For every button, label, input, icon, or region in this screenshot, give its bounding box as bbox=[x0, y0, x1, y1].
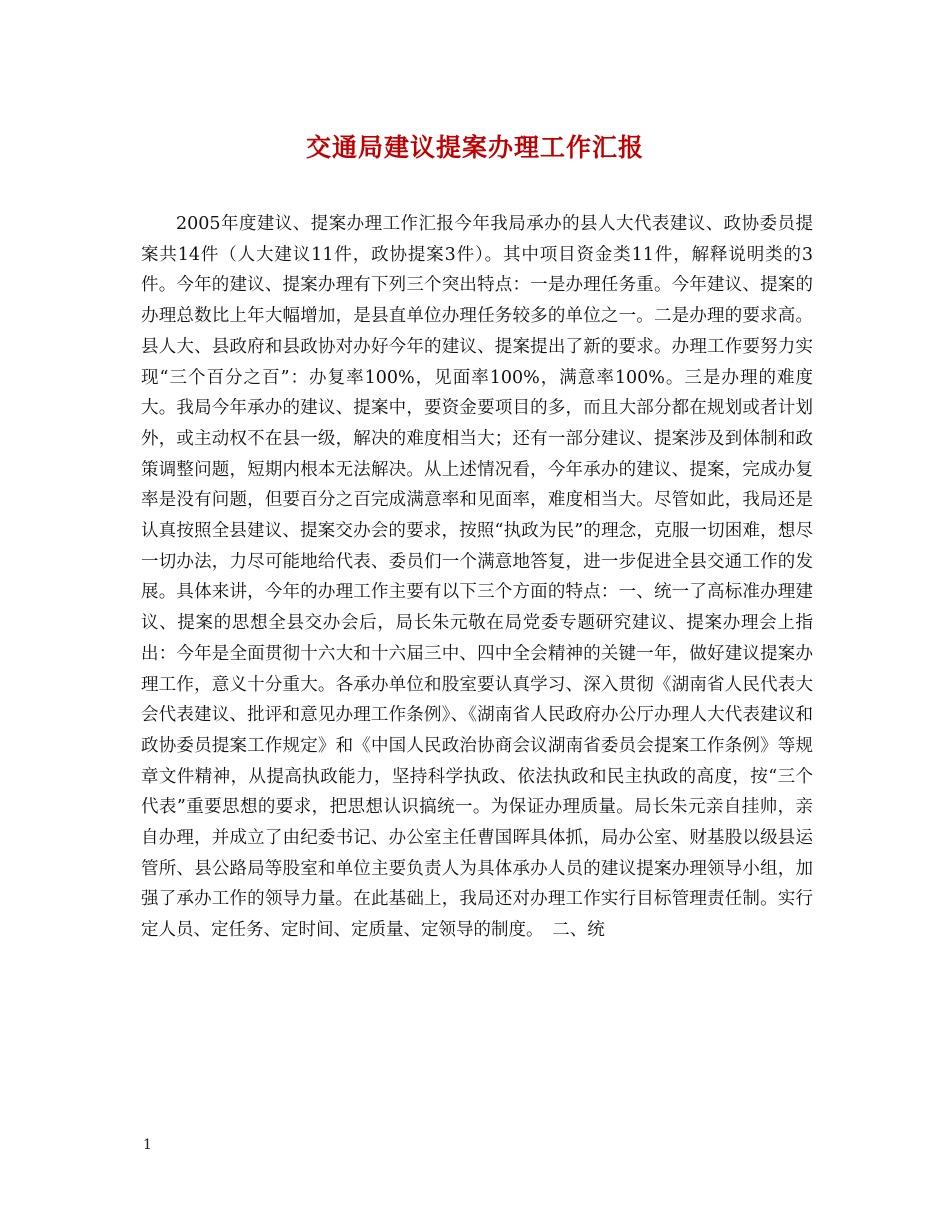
page-number: 1 bbox=[143, 1137, 152, 1153]
document-body-paragraph: 2005年度建议、提案办理工作汇报今年我局承办的县人大代表建议、政协委员提案共14件（人大建议11件，政协提案3件）。其中项目资金类11件，解释说明类的3件。今年的建议、提案办理有下列三个突出特点：一是办理任务重。今年建议、提案的办理总数比上年大幅增加，是县直单位办理任务较多的单位之一。二是办理的要求高。县人大、县政府和县政协对办好今年的建议、提案提出了新的要求。办理工作要努力实现“三个百分之百”：办复率100%，见面率100%，满意率100%。三是办理的难度大。我局今年承办的建议、提案中，要资金要项目的多，而且大部分都在规划或者计划外，或主动权不在县一级，解决的难度相当大；还有一部分建议、提案涉及到体制和政策调整问题，短期内根本无法解决。从上述情况看，今年承办的建议、提案，完成办复率是没有问题，但要百分之百完成满意率和见面率，难度相当大。尽管如此，我局还是认真按照全县建议、提案交办会的要求，按照“执政为民”的理念，克服一切困难，想尽一切办法，力尽可能地给代表、委员们一个满意地答复，进一步促进全县交通工作的发展。具体来讲，今年的办理工作主要有以下三个方面的特点：一、统一了高标准办理建议、提案的思想全县交办会后，局长朱元敬在局党委专题研究建议、提案办理会上指出：今年是全面贯彻十六大和十六届三中、四中全会精神的关键一年，做好建议提案办理工作，意义十分重大。各承办单位和股室要认真学习、深入贯彻《湖南省人民代表大会代表建议、批评和意见办理工作条例》、《湖南省人民政府办公厅办理人大代表建议和政协委员提案工作规定》和《中国人民政治协商会议湖南省委员会提案工作条例》等规章文件精神，从提高执政能力，坚持科学执政、依法执政和民主执政的高度，按“三个代表”重要思想的要求，把思想认识搞统一。为保证办理质量。局长朱元亲自挂帅，亲自办理，并成立了由纪委书记、办公室主任曹国晖具体抓，局办公室、财基股以级县运管所、县公路局等股室和单位主要负责人为具体承办人员的建议提案办理领导小组，加强了承办工作的领导力量。在此基础上，我局还对办理工作实行目标管理责任制。实行定人员、定任务、定时间、定质量、定领导的制度。 二、统 bbox=[141, 214, 813, 941]
document-title: 交通局建议提案办理工作汇报 bbox=[305, 133, 644, 162]
